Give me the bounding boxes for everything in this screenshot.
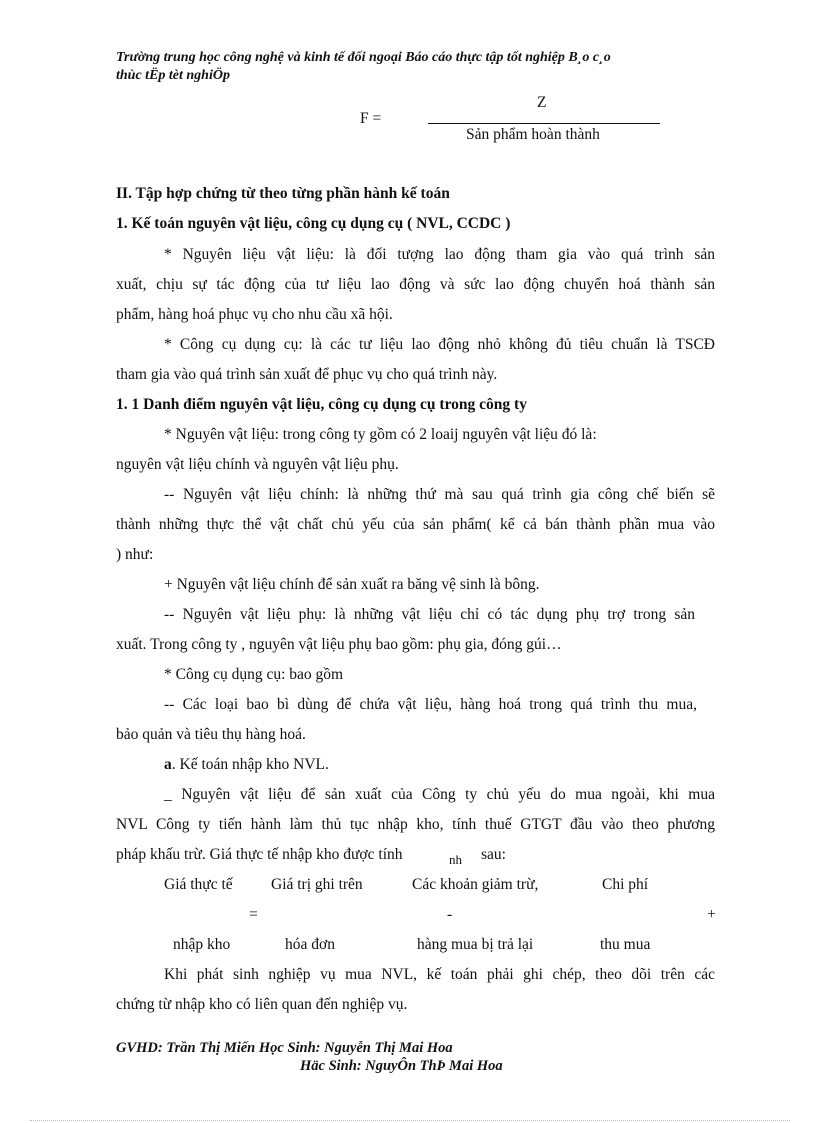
para-tools-line: * Công cụ dụng cụ: bao gồm (164, 666, 344, 683)
formula-cost-term-1-top: Giá thực tế (164, 876, 233, 893)
para-ccdc-definition-line-1: * Công cụ dụng cụ: là các tư liệu lao động nhỏ không đủ tiêu chuẩn là TSCĐ (164, 336, 715, 353)
formula-cost-term-1-bottom: nhập kho (173, 936, 231, 953)
para-ccdc-definition-line-2: tham gia vào quá trình sản xuất để phục vụ cho quá trình này. (116, 366, 498, 383)
para-purchase-line-3-end: sau: (481, 846, 506, 863)
para-nvl-definition-line-1: * Nguyên liệu vật liệu: là đối tượng lao động tham gia vào quá trình sản (164, 246, 715, 263)
formula-cost-equals: = (249, 906, 258, 923)
page-header-line-2: thùc tËp tèt nghiÖp (116, 68, 230, 83)
para-aux-material-line-1: -- Nguyên vật liệu phụ: là những vật liệu chỉ có tác dụng phụ trợ trong sản (164, 606, 695, 623)
footer-line-1: GVHD: Trần Thị Miến Học Sinh: Nguyễn Thị Mai Hoa (116, 1040, 453, 1056)
para-main-material-line-2: thành những thực thể vật chất chủ yếu của sản phẩm( kể cả bán thành phần mua vào (116, 516, 715, 533)
formula-cost-minus: - (447, 906, 453, 923)
para-nvl-definition-line-2: xuất, chịu sự tác động của tư liệu lao động và sức lao động chuyển hoá thành sản (116, 276, 715, 293)
subsection-a-heading (164, 750, 329, 780)
subsection-a-text: . Kế toán nhập kho NVL. (171, 756, 329, 773)
para-cotton-line: + Nguyên vật liệu chính để sản xuất ra băng vệ sinh là bông. (164, 576, 540, 593)
page-header-line-1: Trường trung học công nghệ và kinh tế đối ngoại Báo cáo thực tập tốt nghiệp B¸o c¸o (116, 50, 611, 65)
section-1-1-heading: 1. 1 Danh điểm nguyên vật liệu, công cụ dụng cụ trong công ty (116, 396, 527, 413)
formula-cost-term-3-bottom: hàng mua bị trả lại (417, 936, 534, 953)
formula-f-lhs: F = (360, 110, 382, 127)
para-main-material-line-3: ) như: (116, 546, 154, 563)
para-recording-line-2: chứng từ nhập kho có liên quan đến nghiệp vụ. (116, 996, 408, 1013)
formula-cost-term-4-top: Chi phí (602, 876, 649, 893)
para-nvl-types-line-1: * Nguyên vật liệu: trong công ty gồm có 2 loaij nguyên vật liệu đó là: (164, 426, 597, 443)
para-nvl-types-line-2: nguyên vật liệu chính và nguyên vật liệu phụ. (116, 456, 399, 473)
para-packaging-line-2: bảo quản và tiêu thụ hàng hoá. (116, 726, 306, 743)
para-purchase-line-1: _ Nguyên vật liệu để sản xuất của Công ty chủ yếu do mua ngoài, khi mua (164, 786, 715, 803)
footer-line-2: Häc Sinh: NguyÔn ThÞ Mai Hoa (300, 1058, 503, 1074)
para-packaging-line-1: -- Các loại bao bì dùng để chứa vật liệu, hàng hoá trong quá trình thu mua, (164, 696, 697, 713)
formula-cost-term-2-bottom: hóa đơn (285, 936, 335, 953)
para-aux-material-line-2: xuất. Trong công ty , nguyên vật liệu phụ bao gồm: phụ gia, đóng gúi… (116, 636, 562, 653)
para-purchase-line-2: NVL Công ty tiến hành làm thủ tục nhập kho, tính thuế GTGT đầu vào theo phương (116, 816, 715, 833)
para-purchase-line-3: pháp khấu trừ. Giá thực tế nhập kho được tính (116, 846, 403, 863)
para-main-material-line-1: -- Nguyên vật liệu chính: là những thứ mà sau quá trình gia công chế biến sẽ (164, 486, 715, 503)
formula-cost-term-3-top: Các khoản giảm trừ, (412, 876, 539, 893)
formula-cost-plus: + (707, 906, 716, 923)
para-recording-line-1: Khi phát sinh nghiệp vụ mua NVL, kế toán phải ghi chép, theo dõi trên các (164, 966, 715, 983)
formula-cost-term-2-top: Giá trị ghi trên (271, 876, 363, 893)
formula-f-denominator: Sản phẩm hoàn thành (466, 126, 600, 143)
subsection-a-letter: a (164, 756, 172, 773)
section-1-heading: 1. Kế toán nguyên vật liệu, công cụ dụng cụ ( NVL, CCDC ) (116, 215, 511, 232)
para-purchase-subscript: nh (449, 852, 462, 867)
page-bottom-divider (30, 1120, 790, 1121)
formula-cost-term-4-bottom: thu mua (600, 936, 651, 953)
formula-f-numerator: Z (537, 94, 547, 111)
para-nvl-definition-line-3: phẩm, hàng hoá phục vụ cho nhu cầu xã hội. (116, 306, 393, 323)
section-ii-heading: II. Tập hợp chứng từ theo từng phần hành kế toán (116, 185, 450, 202)
